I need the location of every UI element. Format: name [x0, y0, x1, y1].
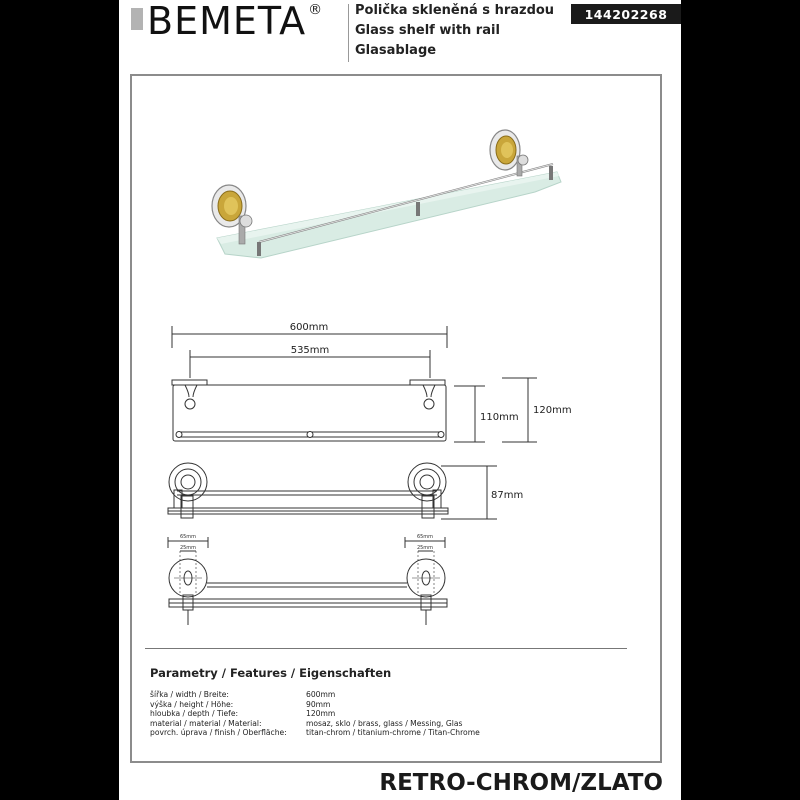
- params-table: [150, 690, 480, 738]
- side-view: [168, 463, 497, 519]
- dim-mount-spacing: 535mm: [290, 345, 330, 356]
- front-view: [172, 326, 537, 442]
- registered-mark: ®: [308, 2, 323, 18]
- product-sheet: [119, 0, 681, 800]
- dim-height-inner: 110mm: [480, 412, 519, 423]
- product-code-badge: 144202268: [571, 4, 681, 24]
- param-key: šířka / width / Breite:: [150, 690, 229, 699]
- param-value: 600mm: [306, 690, 336, 699]
- param-key: povrch. úprava / finish / Oberfläche:: [150, 728, 287, 738]
- param-row-material: [150, 719, 480, 729]
- dim-right-inner: 25mm: [416, 545, 434, 551]
- params-divider: [145, 648, 627, 649]
- param-row-height: [150, 700, 480, 710]
- dim-height-outer: 120mm: [533, 405, 572, 416]
- param-key: výška / height / Höhe:: [150, 699, 234, 709]
- mount-view: [168, 537, 447, 625]
- dim-overall-width: 600mm: [289, 322, 329, 333]
- param-key: material / material / Material:: [150, 718, 262, 728]
- param-value: 120mm: [306, 709, 336, 719]
- dim-right-outer: 65mm: [416, 534, 434, 540]
- param-row-width: [150, 690, 480, 700]
- title-cz: Polička skleněná s hrazdou: [355, 3, 555, 18]
- technical-drawing: [119, 0, 681, 650]
- title-en: Glass shelf with rail: [355, 23, 500, 38]
- dim-depth: 87mm: [491, 490, 524, 501]
- param-key: hloubka / depth / Tiefe:: [150, 709, 239, 719]
- dim-left-inner: 25mm: [179, 545, 197, 551]
- dim-left-outer: 65mm: [179, 534, 197, 540]
- param-row-depth: [150, 709, 480, 719]
- collection-name: RETRO-CHROM/ZLATO: [379, 770, 663, 796]
- brand-name: BEMETA: [147, 0, 307, 43]
- param-value: 90mm: [306, 699, 331, 709]
- params-title: Parametry / Features / Eigenschaften: [150, 666, 392, 680]
- title-de: Glasablage: [355, 43, 437, 58]
- param-value: titan-chrom / titanium-chrome / Titan-Chrome: [306, 728, 480, 738]
- param-row-finish: [150, 728, 480, 738]
- param-value: mosaz, sklo / brass, glass / Messing, Glas: [306, 718, 463, 728]
